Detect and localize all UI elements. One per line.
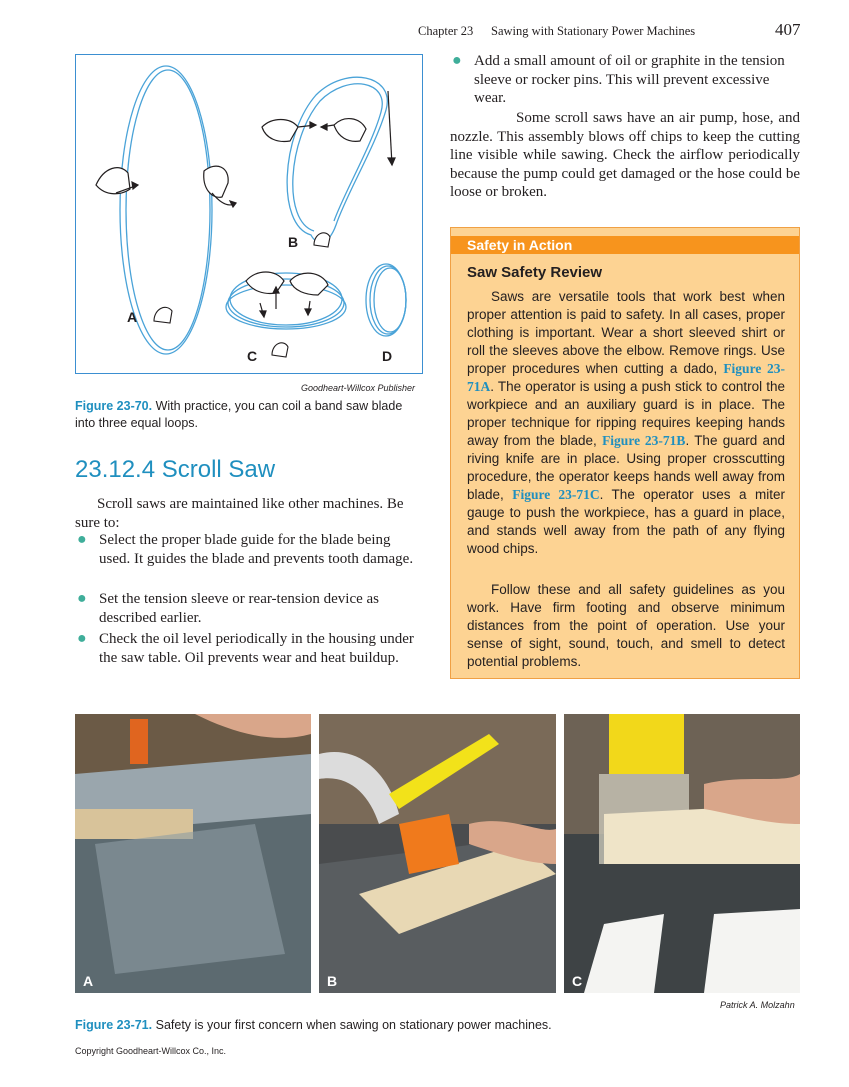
bullet-text: Check the oil level periodically in the housing under the saw table. Oil prevents wear and heat buildup.: [99, 631, 414, 666]
page-number: 407: [775, 20, 801, 39]
bullet-icon: ●: [77, 531, 87, 548]
section-heading: 23.12.4 Scroll Saw: [75, 456, 276, 483]
running-head-title: Sawing with Stationary Power Machines: [491, 24, 696, 38]
band-saw-coil-drawing: [76, 55, 422, 373]
safety-paragraph-1: [467, 288, 785, 558]
figure-70-caption-text: With practice, you can coil a band saw blade into three equal loops.: [75, 399, 403, 430]
safety-p1-part-a: Saws are versatile tools that work best when proper attention is paid to safety. In all cases, proper clothing is important. Wear a short sleeved shirt or roll the sleeves above the elbow. Remove rings. Use proper procedures when cutting a dado,: [467, 289, 785, 376]
photo-b-ripping: [319, 714, 556, 993]
section-intro: Scroll saws are maintained like other machines. Be sure to:: [75, 496, 404, 531]
figure-71-caption-text: Safety is your first concern when sawing on stationary power machines.: [155, 1018, 552, 1032]
blade-loop-d-3: [374, 268, 406, 332]
running-head-chapter: Chapter 23: [418, 24, 474, 38]
safety-in-action-box: [450, 227, 800, 679]
photo-b-image: [319, 714, 556, 993]
safety-p1-part-d: . The operator uses a miter gauge to push the workpiece, has a guard in place, and stands well away from the path of any flying wood chips.: [467, 487, 785, 556]
safety-bar-label: Safety in Action: [467, 237, 573, 253]
bullet-item: [77, 531, 420, 568]
blade-loop-c-1: [226, 285, 346, 329]
figure-70-label-c: C: [247, 348, 258, 364]
safety-ref-71a[interactable]: Figure 23-71A: [467, 361, 785, 394]
hand-label-b-icon: [314, 233, 330, 247]
copyright-footer: Copyright Goodheart-Willcox Co., Inc.: [75, 1046, 227, 1056]
photo-a-image: [75, 714, 311, 993]
bullet-icon: ●: [77, 630, 87, 647]
hand-label-a-icon: [154, 307, 172, 323]
figure-71-credit: Patrick A. Molzahn: [720, 1000, 795, 1010]
bullet-icon: ●: [77, 590, 87, 607]
arrow-b-down-icon: [388, 91, 392, 165]
hand-left-b-icon: [262, 120, 298, 142]
scroll-saw-airflow-paragraph: Some scroll saws have an air pump, hose, and nozzle. This assembly blows off chips to keep the cutting line visible while sawing. Check the airflow periodically because the pump could get damaged or the hose could be loose or broken.: [450, 110, 800, 200]
safety-bar: [451, 236, 799, 254]
figure-70-label-a: A: [127, 309, 138, 325]
figure-70-label-d: D: [382, 348, 393, 364]
hand-right-b-icon: [334, 119, 366, 142]
blade-loop-b-inner: [293, 84, 382, 231]
photo-label-c: C: [572, 973, 583, 989]
hand-right-c-icon: [290, 273, 328, 295]
bullet-icon: ●: [452, 52, 462, 69]
safety-ref-71c[interactable]: Figure 23-71C: [512, 487, 600, 502]
bullet-text: Set the tension sleeve or rear-tension device as described earlier.: [99, 591, 380, 626]
figure-71-caption: [75, 1017, 800, 1034]
figure-23-70-illustration: [75, 54, 423, 374]
hand-right-a-icon: [204, 166, 228, 197]
figure-70-caption: [75, 398, 420, 432]
figure-71-caption-label: Figure 23-71.: [75, 1018, 153, 1032]
bullet-text: Add a small amount of oil or graphite in the tension sleeve or rocker pins. This will prevent excessive wear.: [474, 53, 785, 106]
figure-70-credit: Goodheart-Willcox Publisher: [301, 383, 415, 393]
figure-70-caption-label: Figure 23-70.: [75, 399, 153, 413]
bullet-item: [452, 52, 800, 108]
figure-70-label-b: B: [288, 234, 299, 250]
photo-c-crosscut: [564, 714, 800, 993]
safety-ref-71b[interactable]: Figure 23-71B: [602, 433, 686, 448]
blade-loop-b: [287, 77, 387, 242]
photo-label-a: A: [83, 973, 94, 989]
safety-paragraph-2: Follow these and all safety guidelines as you work. Have firm footing and observe minimum distances from the point of operation. Use your sense of sight, sound, touch, and smell to detect potential problems.: [467, 582, 785, 669]
safety-p1-part-b: . The operator is using a push stick to control the workpiece and an auxiliary guard is in place. The proper technique for ripping requires keeping hands away from the blade,: [467, 379, 785, 448]
bullet-item: [77, 590, 420, 627]
bullet-item: [77, 630, 429, 667]
hand-label-c-icon: [272, 343, 288, 357]
photo-label-b: B: [327, 973, 338, 989]
photo-c-image: [564, 714, 800, 993]
photo-a-dado-cut: [75, 714, 311, 993]
bullet-text: Select the proper blade guide for the blade being used. It guides the blade and prevents tooth damage.: [99, 532, 414, 567]
safety-title: Saw Safety Review: [467, 264, 603, 281]
safety-p1-part-c: . The guard and riving knife are in place. Using proper crosscutting procedure, the operator keeps hands well away from blade,: [467, 433, 785, 502]
